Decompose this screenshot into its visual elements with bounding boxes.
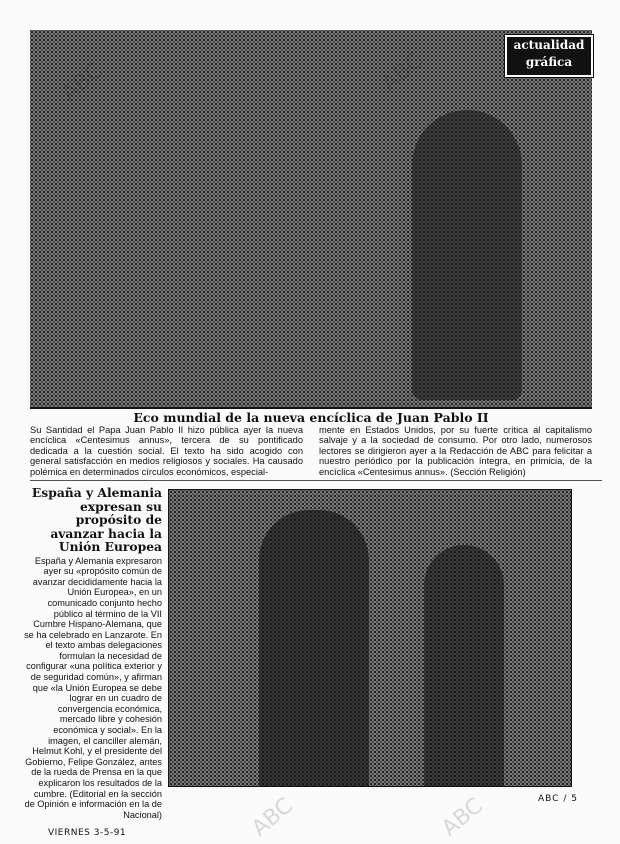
watermark: ABC — [377, 48, 428, 97]
footer-page-number: ABC / 5 — [538, 794, 578, 804]
main-story-body — [30, 425, 592, 477]
section-badge-line1: actualidad — [513, 38, 585, 52]
main-story-col2: mente en Estados Unidos, por su fuerte crítica al capitalismo salvaje y a la sociedad de consumo. Por otro lado, numerosos lectores se dirigieron ayer a la Redacción de ABC para felicitar a nuestro periódico por la publicación íntegra, en primicia, de la encíclica «Centesimus annus». (Sección Religión) — [319, 425, 592, 477]
footer-date: VIERNES 3-5-91 — [48, 828, 127, 839]
divider — [30, 480, 602, 481]
encyclical-photo — [30, 30, 592, 409]
summit-photo — [168, 489, 572, 787]
main-headline: Eco mundial de la nueva encíclica de Juan Pablo II — [133, 410, 489, 425]
watermark: ABC — [57, 58, 108, 107]
side-story-area — [24, 486, 596, 838]
article-area — [24, 410, 596, 838]
section-badge-line2: gráfica — [525, 55, 573, 69]
side-story-body: España y Alemania expresaron ayer su «propósito común de avanzar decididamente hacia la Unión Europea», en un comunicado conjunto hecho público al término de la VII Cumbre Hispano-Alemana, que se ha celebrado en Lanzarote. En el texto ambas delegaciones formulan la necesidad de configurar «una política exterior y de seguridad común», y afirman que «la Unión Europea se debe lograr en un cuadro de convergencia económica, mercado libre y cohesión económica y social». En la imagen, el canciller alemán, Helmut Kohl, y el presidente del Gobierno, Felipe González, antes de la rueda de Prensa en la que explicaron los resultados de la cumbre. (Editorial en la sección de Opinión e información en la de Nacional) — [24, 555, 162, 820]
side-story-column — [24, 486, 162, 838]
watermark: ABC — [247, 793, 298, 842]
watermark: ABC — [437, 793, 488, 842]
section-badge — [505, 35, 593, 77]
side-headline: España y Alemania expresan su propósito de avanzar hacia la Unión Europea — [31, 485, 162, 555]
main-story-col1: Su Santidad el Papa Juan Pablo II hizo pública ayer la nueva encíclica «Centesimus annus», tercera de su pontificado dedicada a la cuestión social. El texto ha sido acogido con general satisfacción en medios religiosos y sociales. Ha causado polémica en determinados círculos económicos, especial- — [30, 425, 303, 477]
